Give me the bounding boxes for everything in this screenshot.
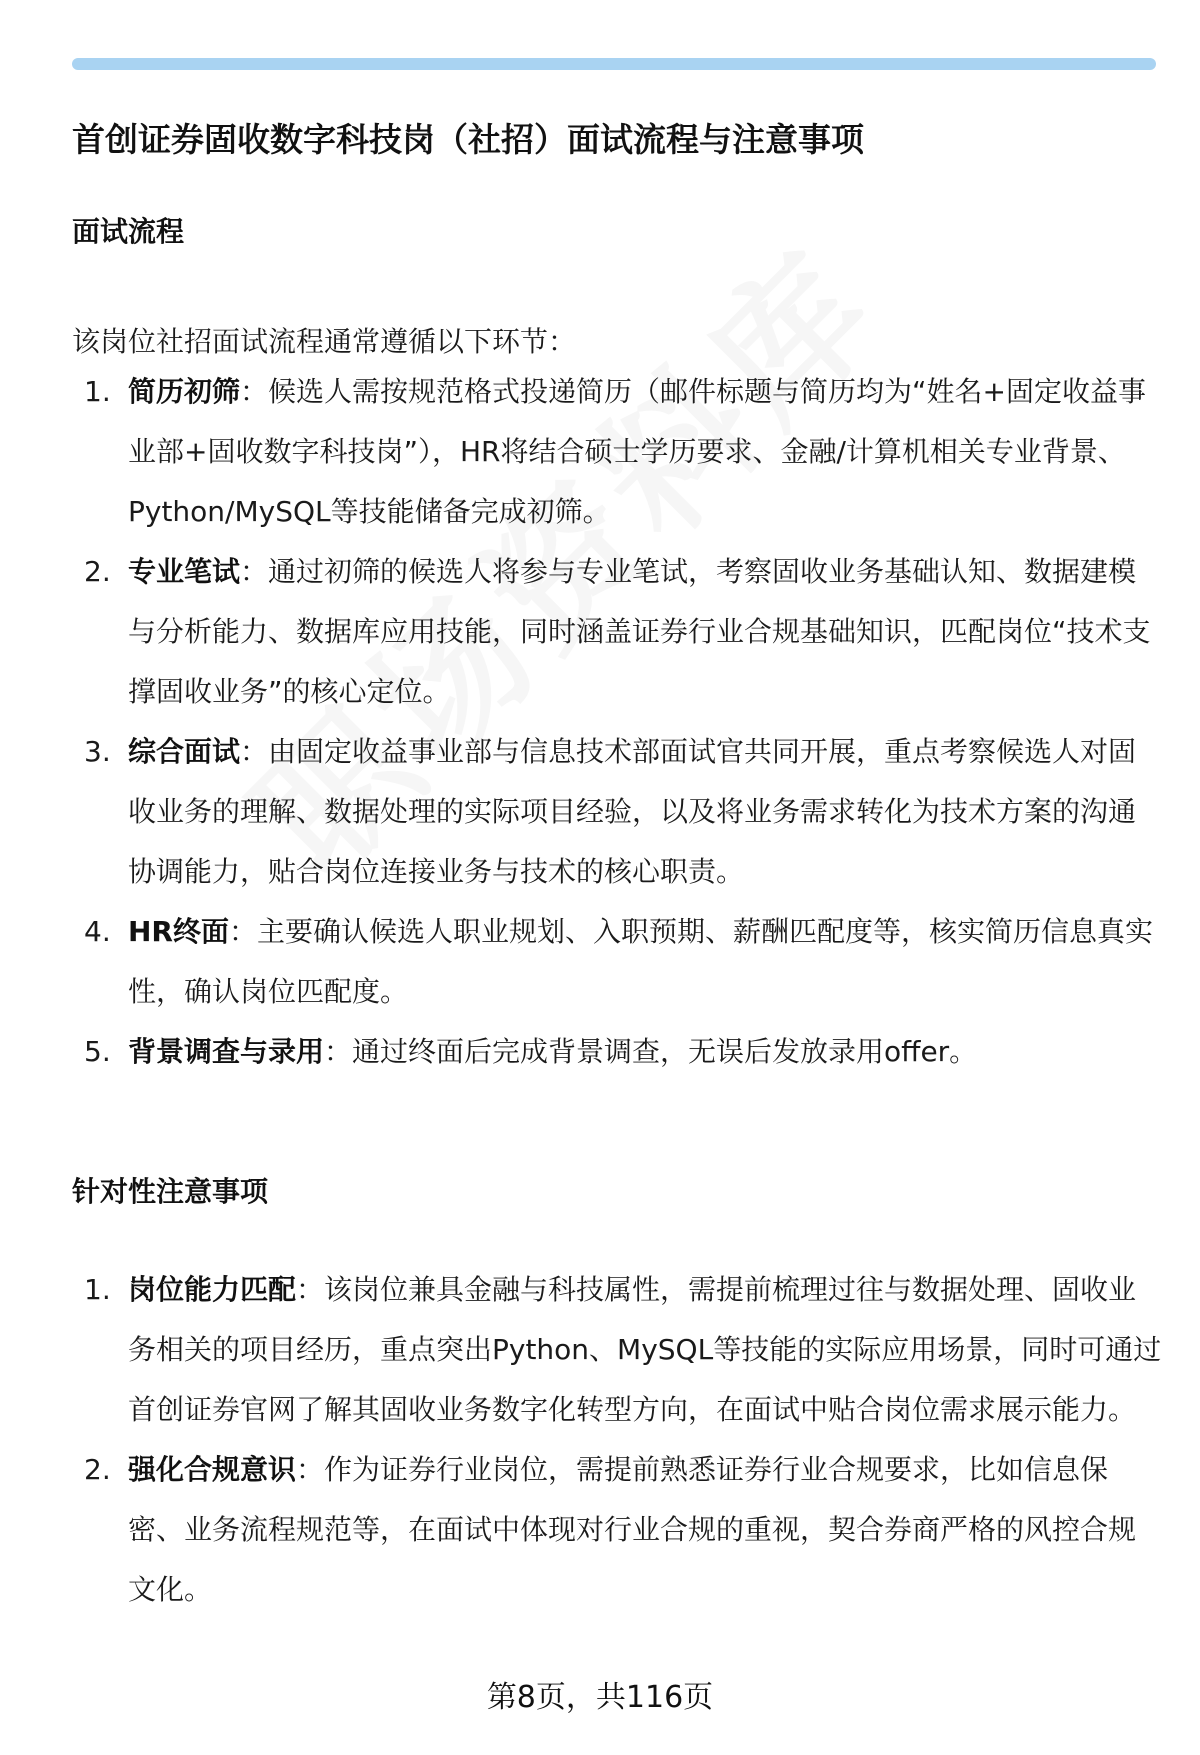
list-item [72, 362, 1162, 542]
list-text: ：通过初筛的候选人将参与专业笔试，考察固收业务基础认知、数据建模与分析能力、数据库应用技能，同时涵盖证券行业合规基础知识，匹配岗位“技术支撑固收业务”的核心定位。 [128, 555, 1151, 708]
list-number: 1. [84, 375, 111, 408]
page-title: 首创证券固收数字科技岗（社招）面试流程与注意事项 [72, 120, 864, 159]
list-number: 4. [84, 915, 111, 948]
process-list [72, 362, 1162, 1082]
list-item [72, 722, 1162, 902]
list-item [72, 902, 1162, 1022]
list-number: 2. [84, 1453, 111, 1486]
list-text: ：候选人需按规范格式投递简历（邮件标题与简历均为“姓名+固定收益事业部+固收数字科技岗”），HR将结合硕士学历要求、金融/计算机相关专业背景、Python/MySQL等技能储备完成初筛。 [128, 375, 1146, 528]
top-decorative-bar [72, 58, 1156, 70]
list-item [72, 1260, 1162, 1440]
list-text: ：该岗位兼具金融与科技属性，需提前梳理过往与数据处理、固收业务相关的项目经历，重点突出Python、MySQL等技能的实际应用场景，同时可通过首创证券官网了解其固收业务数字化转型方向，在面试中贴合岗位需求展示能力。 [128, 1273, 1162, 1426]
list-text: ：通过终面后完成背景调查，无误后发放录用offer。 [324, 1035, 978, 1068]
list-number: 2. [84, 555, 111, 588]
section-heading-process: 面试流程 [72, 215, 185, 248]
list-text: ：作为证券行业岗位，需提前熟悉证券行业合规要求，比如信息保密、业务流程规范等，在面试中体现对行业合规的重视，契合券商严格的风控合规文化。 [128, 1453, 1137, 1606]
list-number: 3. [84, 735, 111, 768]
list-term: HR终面 [128, 915, 229, 948]
page-number-footer: 第8页，共116页 [486, 1680, 714, 1715]
list-item [72, 1440, 1162, 1620]
section-heading-notes: 针对性注意事项 [72, 1175, 269, 1208]
list-item [72, 1022, 1162, 1082]
list-term: 综合面试 [128, 735, 241, 768]
list-number: 1. [84, 1273, 111, 1306]
list-term: 背景调查与录用 [128, 1035, 325, 1068]
process-intro: 该岗位社招面试流程通常遵循以下环节： [72, 325, 577, 358]
list-item [72, 542, 1162, 722]
notes-list [72, 1260, 1162, 1620]
list-term: 岗位能力匹配 [128, 1273, 297, 1306]
list-term: 简历初筛 [128, 375, 241, 408]
list-text: ：由固定收益事业部与信息技术部面试官共同开展，重点考察候选人对固收业务的理解、数据处理的实际项目经验，以及将业务需求转化为技术方案的沟通协调能力，贴合岗位连接业务与技术的核心职责。 [128, 735, 1137, 888]
list-term: 专业笔试 [128, 555, 241, 588]
list-number: 5. [84, 1035, 111, 1068]
list-term: 强化合规意识 [128, 1453, 297, 1486]
list-text: ：主要确认候选人职业规划、入职预期、薪酬匹配度等，核实简历信息真实性，确认岗位匹配度。 [128, 915, 1154, 1008]
